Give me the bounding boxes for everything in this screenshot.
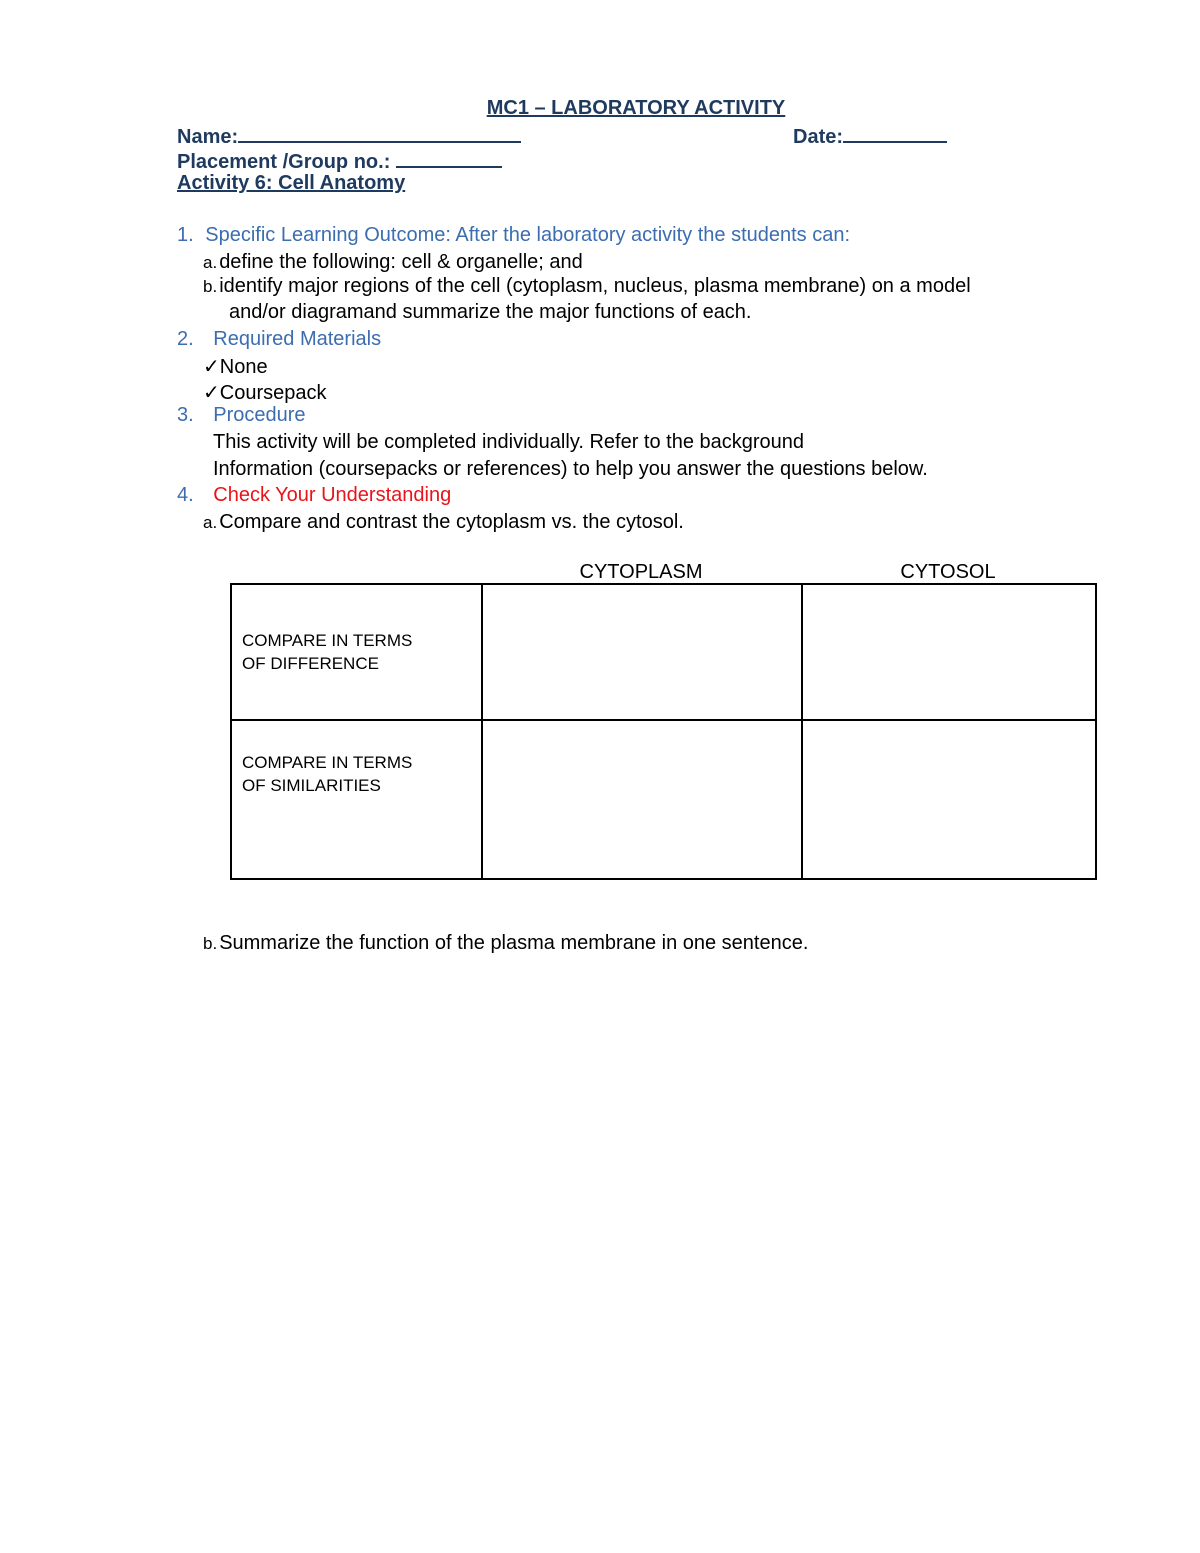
col-header-cytoplasm: CYTOPLASM — [579, 561, 703, 583]
section-1-title: Specific Learning Outcome: After the laboratory activity the students can: — [205, 224, 851, 246]
section-4-heading — [177, 484, 451, 507]
material-item — [203, 380, 326, 405]
table-row — [231, 584, 1096, 720]
col-header-cytosol: CYTOSOL — [900, 561, 996, 583]
row-label-line: OF SIMILARITIES — [242, 775, 381, 795]
name-blank[interactable] — [238, 123, 521, 143]
row-label-line: OF DIFFERENCE — [242, 654, 379, 673]
s1-item-b-text-1: identify major regions of the cell (cytoplasm, nucleus, plasma membrane) on a model — [219, 275, 971, 297]
placement-label: Placement /Group no.: — [177, 151, 391, 173]
name-label: Name: — [177, 126, 239, 148]
s1-item-a — [203, 251, 583, 274]
s1-item-b — [203, 275, 971, 298]
section-4-number: 4. — [177, 484, 194, 506]
cell-similarities-cytoplasm[interactable] — [482, 720, 802, 879]
section-4-title: Check Your Understanding — [213, 484, 452, 506]
s1-item-b-letter: b. — [203, 277, 218, 296]
s4-item-a-text: Compare and contrast the cytoplasm vs. the cytosol. — [219, 511, 684, 533]
row-label-line: COMPARE IN TERMS — [242, 752, 413, 772]
row-label-difference — [231, 584, 482, 720]
table-row — [231, 720, 1096, 879]
section-3-number: 3. — [177, 404, 194, 426]
material-item-label: Coursepack — [219, 382, 327, 404]
cell-difference-cytosol[interactable] — [802, 584, 1096, 720]
s1-item-a-text: define the following: cell & organelle; and — [219, 251, 583, 273]
placement-field[interactable] — [177, 148, 502, 174]
procedure-line-2: Information (coursepacks or references) to help you answer the questions below. — [213, 458, 928, 480]
material-item — [203, 354, 268, 379]
page-title: MC1 – LABORATORY ACTIVITY — [486, 97, 786, 119]
section-2-number: 2. — [177, 328, 194, 350]
row-label-similarities — [231, 720, 482, 879]
comparison-table — [230, 583, 1097, 880]
activity-label: Activity 6: Cell Anatomy — [177, 172, 406, 194]
procedure-line-1: This activity will be completed individually. Refer to the background — [213, 431, 805, 453]
s4-item-b-letter: b. — [203, 934, 218, 953]
s4-item-b-text: Summarize the function of the plasma membrane in one sentence. — [219, 932, 809, 954]
s4-item-a — [203, 511, 684, 534]
date-field[interactable] — [793, 123, 947, 149]
checkmark-icon: ✓ — [203, 382, 220, 404]
cell-similarities-cytosol[interactable] — [802, 720, 1096, 879]
section-1-heading — [177, 224, 850, 247]
s1-item-b-text-2: and/or diagramand summarize the major functions of each. — [229, 301, 752, 323]
section-2-title: Required Materials — [213, 328, 382, 350]
row-label-line: COMPARE IN TERMS — [242, 631, 413, 650]
section-2-heading — [177, 328, 381, 351]
material-item-label: None — [219, 356, 268, 378]
section-3-heading — [177, 404, 306, 427]
date-label: Date: — [793, 126, 844, 148]
s4-item-a-letter: a. — [203, 513, 218, 532]
cell-difference-cytoplasm[interactable] — [482, 584, 802, 720]
checkmark-icon: ✓ — [203, 356, 220, 378]
date-blank[interactable] — [843, 123, 947, 143]
placement-blank[interactable] — [396, 148, 502, 168]
name-field[interactable] — [177, 123, 521, 149]
s4-item-b — [203, 932, 808, 955]
s1-item-a-letter: a. — [203, 253, 218, 272]
section-1-number: 1. — [177, 224, 194, 246]
section-3-title: Procedure — [213, 404, 306, 426]
